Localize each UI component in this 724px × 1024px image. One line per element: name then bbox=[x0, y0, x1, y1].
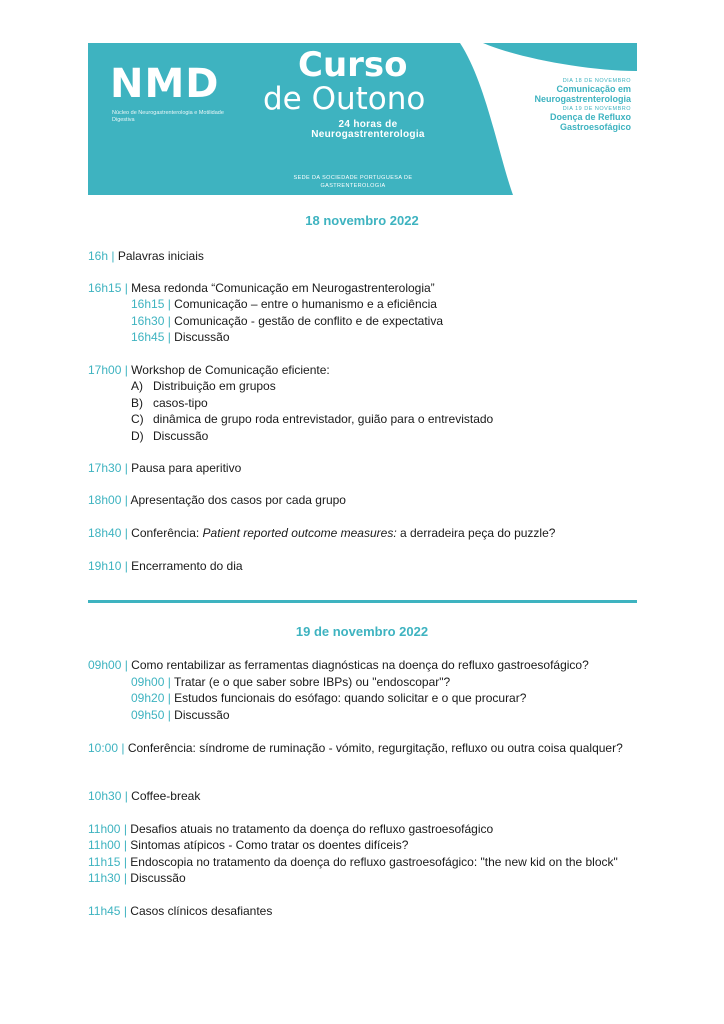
schedule-item: 11h30 | Discussão bbox=[88, 871, 186, 885]
item-time: 09h20 bbox=[131, 691, 165, 705]
schedule-item: 16h15 | Mesa redonda “Comunicação em Neurogastrenterologia” bbox=[88, 281, 435, 295]
item-time: 18h00 bbox=[88, 493, 122, 507]
schedule-item: 19h10 | Encerramento do dia bbox=[88, 559, 243, 573]
schedule-item: 18h00 | Apresentação dos casos por cada grupo bbox=[88, 493, 346, 507]
item-text: Comunicação - gestão de conflito e de expectativa bbox=[174, 314, 443, 328]
item-text: Casos clínicos desafiantes bbox=[130, 904, 273, 918]
item-text: Como rentabilizar as ferramentas diagnósticas na doença do refluxo gastroesofágico? bbox=[131, 658, 589, 672]
schedule-subitem: 16h30 | Comunicação - gestão de conflito e de expectativa bbox=[131, 314, 443, 328]
item-time: 10h30 bbox=[88, 789, 122, 803]
item-time: 11h15 bbox=[88, 855, 121, 869]
workshop-list-item bbox=[131, 396, 691, 410]
item-text: Workshop de Comunicação eficiente: bbox=[131, 363, 330, 377]
item-text: Tratar (e o que saber sobre IBPs) ou "endoscopar"? bbox=[173, 675, 451, 689]
list-letter: D) bbox=[131, 429, 144, 443]
item-time: 16h30 bbox=[131, 314, 165, 328]
item-text: Sintomas atípicos - Como tratar os doentes difíceis? bbox=[130, 838, 409, 852]
list-text: casos-tipo bbox=[153, 396, 208, 410]
header-banner bbox=[88, 43, 637, 195]
schedule-item: 10h30 | Coffee-break bbox=[88, 789, 201, 803]
schedule-item: 16h | Palavras iniciais bbox=[88, 249, 204, 263]
item-text: Estudos funcionais do esófago: quando solicitar e o que procurar? bbox=[174, 691, 527, 705]
workshop-list-item bbox=[131, 412, 691, 426]
schedule-subitem: 09h00 | Tratar (e o que saber sobre IBPs) ou "endoscopar"? bbox=[131, 675, 451, 689]
item-text: Endoscopia no tratamento da doença do refluxo gastroesofágico: "the new kid on the block" bbox=[130, 855, 618, 869]
item-time: 09h50 bbox=[131, 708, 165, 722]
course-subtitle: 24 horas de Neurogastrenterologia bbox=[311, 119, 425, 140]
item-text-prefix: Conferência: bbox=[131, 526, 203, 540]
item-time: 17h30 bbox=[88, 461, 122, 475]
item-text: Encerramento do dia bbox=[131, 559, 243, 573]
item-time: 17h00 bbox=[88, 363, 122, 377]
logo-subtitle: Núcleo de Neurogastrenterologia e Motilidade Digestiva bbox=[112, 110, 224, 123]
list-letter: B) bbox=[131, 396, 143, 410]
item-time: 19h10 bbox=[88, 559, 122, 573]
schedule-item: 11h45 | Casos clínicos desafiantes bbox=[88, 904, 273, 918]
course-days bbox=[491, 76, 631, 132]
schedule-item: 11h00 | Desafios atuais no tratamento da doença do refluxo gastroesofágico bbox=[88, 822, 494, 836]
item-time: 11h00 bbox=[88, 822, 121, 836]
item-time: 16h bbox=[88, 249, 109, 263]
course-venue: SEDE DA SOCIEDADE PORTUGUESA DE GASTRENTEROLOGIA bbox=[293, 175, 413, 189]
item-text: Conferência: síndrome de ruminação - vómito, regurgitação, refluxo ou outra coisa qualquer? bbox=[127, 741, 623, 755]
list-letter: C) bbox=[131, 412, 144, 426]
item-text: Pausa para aperitivo bbox=[131, 461, 242, 475]
item-text-suffix: a derradeira peça do puzzle? bbox=[396, 526, 556, 540]
item-time: 09h00 bbox=[131, 675, 165, 689]
section-divider bbox=[88, 600, 637, 603]
item-time: 09h00 bbox=[88, 658, 122, 672]
schedule-item: 10:00 | Conferência: síndrome de ruminação - vómito, regurgitação, refluxo ou outra coisa qualquer? bbox=[88, 741, 623, 755]
workshop-list-item bbox=[131, 429, 691, 443]
day1-label: DIA 18 DE NOVEMBRO bbox=[562, 78, 631, 84]
item-text: Discussão bbox=[130, 871, 186, 885]
item-time: 16h15 bbox=[131, 297, 165, 311]
schedule-item: 11h00 | Sintomas atípicos - Como tratar os doentes difíceis? bbox=[88, 838, 409, 852]
item-time: 18h40 bbox=[88, 526, 122, 540]
item-time: 16h45 bbox=[131, 330, 165, 344]
course-title-line1: Curso bbox=[298, 45, 408, 85]
day1-title: Comunicação em Neurogastrenterologia bbox=[534, 84, 631, 104]
schedule-subitem: 16h45 | Discussão bbox=[131, 330, 230, 344]
course-title-line2: de Outono bbox=[263, 81, 426, 117]
list-text: Discussão bbox=[153, 429, 209, 443]
schedule-subitem: 09h50 | Discussão bbox=[131, 708, 230, 722]
item-text: Mesa redonda “Comunicação em Neurogastrenterologia” bbox=[131, 281, 435, 295]
item-time: 11h45 bbox=[88, 904, 121, 918]
day2-label: DIA 19 DE NOVEMBRO bbox=[562, 106, 631, 112]
list-text: dinâmica de grupo roda entrevistador, guião para o entrevistado bbox=[153, 412, 494, 426]
schedule-item: 17h00 | Workshop de Comunicação eficiente: bbox=[88, 363, 330, 377]
day2-title: Doença de Refluxo Gastroesofágico bbox=[549, 112, 631, 132]
item-text: Coffee-break bbox=[131, 789, 201, 803]
item-text: Desafios atuais no tratamento da doença do refluxo gastroesofágico bbox=[130, 822, 494, 836]
item-time: 10:00 bbox=[88, 741, 119, 755]
schedule-item: 11h15 | Endoscopia no tratamento da doença do refluxo gastroesofágico: "the new kid on the block" bbox=[88, 855, 618, 869]
day2-date-title: 19 de novembro 2022 bbox=[295, 624, 429, 639]
schedule-item: 09h00 | Como rentabilizar as ferramentas diagnósticas na doença do refluxo gastroesofágico? bbox=[88, 658, 589, 672]
item-time: 11h30 bbox=[88, 871, 121, 885]
day1-date-title: 18 novembro 2022 bbox=[305, 213, 419, 228]
schedule-subitem: 16h15 | Comunicação – entre o humanismo e a eficiência bbox=[131, 297, 437, 311]
schedule-item: 18h40 | Conferência: Patient reported outcome measures: a derradeira peça do puzzle? bbox=[88, 526, 556, 540]
list-letter: A) bbox=[131, 379, 143, 393]
schedule-item: 17h30 | Pausa para aperitivo bbox=[88, 461, 242, 475]
item-text-italic: Patient reported outcome measures: bbox=[202, 526, 397, 540]
item-text: Comunicação – entre o humanismo e a eficiência bbox=[174, 297, 437, 311]
item-text: Palavras iniciais bbox=[117, 249, 204, 263]
list-text: Distribuição em grupos bbox=[153, 379, 276, 393]
nmd-logo: NMD bbox=[110, 61, 220, 107]
workshop-list-item bbox=[131, 379, 691, 393]
item-text: Discussão bbox=[174, 708, 230, 722]
schedule-subitem: 09h20 | Estudos funcionais do esófago: quando solicitar e o que procurar? bbox=[131, 691, 527, 705]
item-text: Apresentação dos casos por cada grupo bbox=[130, 493, 346, 507]
item-text: Discussão bbox=[174, 330, 230, 344]
item-time: 16h15 bbox=[88, 281, 122, 295]
item-time: 11h00 bbox=[88, 838, 121, 852]
